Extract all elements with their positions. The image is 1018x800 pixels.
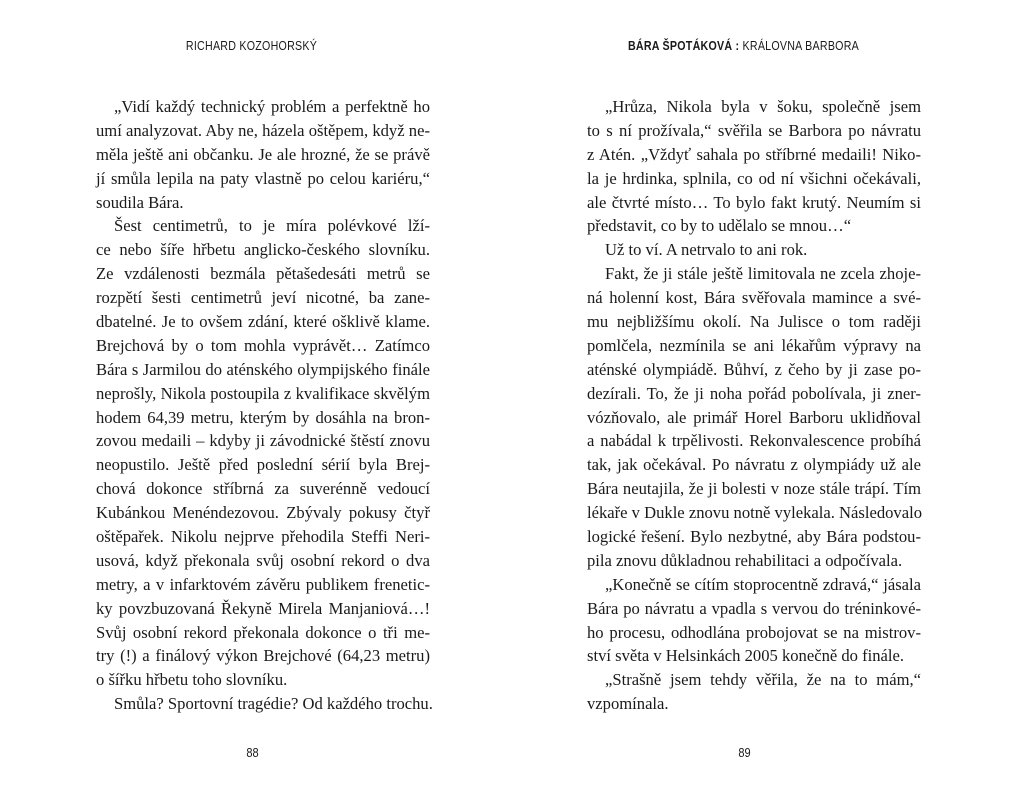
header-chapter-title: KRÁLOVNA BARBORA — [742, 38, 860, 53]
text-line: oštěpařek. Nikolu nejprve přehodila Steffi Neri- — [96, 527, 430, 547]
text-line: chová dokonce stříbrná za suverénně vedoucí — [96, 479, 430, 499]
text-line: Bára s Jarmilou do aténského olympijského finále — [96, 359, 430, 379]
text-line: neprošly, Nikola postoupila z kvalifikace skvělým — [96, 383, 430, 403]
text-line: tak, jak očekával. Po návratu z olympiády už ale — [587, 455, 921, 475]
text-line: usová, když překonala svůj osobní rekord o dva — [96, 550, 430, 570]
text-line: rozpětí šesti centimetrů jeví nicotné, ba zane- — [96, 288, 430, 308]
text-line: ky povzbuzovaná Řekyně Mirela Manjaniová…! — [96, 598, 430, 618]
text-line: jí smůla lepila na paty vlastně po celou kariéru,“ — [96, 168, 430, 188]
text-line: vzpomínala. — [587, 694, 669, 714]
text-line: to s ní prožívala,“ svěřila se Barbora po návratu — [587, 120, 921, 140]
page-number: 89 — [738, 745, 751, 760]
text-line: mu nejbližšímu okolí. Na Julisce o tom raději — [587, 312, 921, 332]
page-body-text — [587, 95, 921, 716]
text-line: pomlčela, nezmínila se ani lékařům výpravy na — [587, 335, 921, 355]
page-body-text — [96, 95, 433, 716]
text-line: logické řešení. Bylo nezbytné, aby Bára podstou- — [587, 527, 921, 547]
right-page — [509, 0, 1018, 800]
text-line: vózňovalo, ale primář Horel Barboru uklidňoval — [587, 407, 921, 427]
text-line: z Atén. „Vždyť sahala po stříbrné medaili! Niko- — [587, 144, 921, 164]
text-line: zovou medaili – kdyby ji závodnické štěstí znovu — [96, 431, 430, 451]
text-line: Už to ví. A netrvalo to ani rok. — [605, 240, 808, 260]
text-line: soudila Bára. — [96, 192, 184, 212]
text-line: „Konečně se cítím stoprocentně zdravá,“ jásala — [605, 574, 921, 594]
text-line: Kubánkou Menéndezovou. Zbývaly pokusy čtyř — [96, 503, 430, 523]
text-line: dbatelné. Je to ovšem zdání, které ošklivě klame. — [96, 312, 430, 332]
page-number: 88 — [246, 745, 259, 760]
text-line: představit, co by to udělalo se mnou…“ — [587, 216, 852, 236]
text-line: ná holenní kost, Bára svěřovala mamince a své- — [587, 288, 921, 308]
text-line: try (!) a finálový výkon Brejchové (64,23 metru) — [96, 646, 430, 666]
text-line: lékaře v Dukle znovu notně vylekala. Následovalo — [587, 503, 922, 523]
running-header-author: RICHARD KOZOHORSKÝ — [185, 38, 318, 53]
text-line: pila znovu důkladnou rehabilitaci a odpočívala. — [587, 550, 903, 570]
text-line: Smůla? Sportovní tragédie? Od každého trochu. — [114, 694, 433, 714]
text-line: Brejchová by o tom mohla vyprávět… Zatímco — [96, 335, 430, 355]
text-line: ství světa v Helsinkách 2005 konečně do finále. — [587, 646, 905, 666]
text-line: měla ještě ani občanku. Je ale hrozné, že se právě — [96, 144, 430, 164]
text-line: dezírali. To, že ji noha pořád pobolívala, ji zner- — [587, 383, 921, 403]
text-line: Fakt, že ji stále ještě limitovala ne zcela zhoje- — [605, 264, 921, 284]
text-line: ce nebo šíře hřbetu anglicko-českého slovníku. — [96, 240, 430, 260]
text-line: Šest centimetrů, to je míra polévkové lží- — [114, 216, 430, 236]
text-line: ho procesu, odhodlána probojovat se na mistrov- — [587, 622, 921, 642]
text-line: „Hrůza, Nikola byla v šoku, společně jsem — [605, 97, 921, 116]
text-line: Ze vzdálenosti bezmála pětašedesáti metrů se — [96, 264, 430, 284]
text-line: aténské olympiádě. Bůhví, z čeho by ji zase po- — [587, 359, 921, 379]
text-line: a nabádal k trpělivosti. Rekonvalescence probíhá — [587, 431, 921, 451]
text-line: neopustilo. Ještě před poslední sérií byla Brej- — [96, 455, 430, 475]
header-book-title: BÁRA ŠPOTÁKOVÁ : — [627, 38, 740, 53]
text-line: metry, a v infarktovém závěru publikem frenetic- — [96, 574, 430, 594]
running-header-title — [535, 38, 952, 53]
text-line: umí analyzovat. Aby ne, házela oštěpem, když ne- — [96, 120, 430, 140]
text-line: „Strašně jsem tehdy věřila, že na to mám,“ — [605, 670, 921, 690]
text-line: Bára po návratu a vpadla s vervou do tréninkové- — [587, 598, 921, 618]
text-line: hodem 64,39 metru, kterým by dosáhla na bron- — [96, 407, 430, 427]
text-line: la je hrdinka, splnila, co od ní všichni očekávali, — [587, 168, 921, 188]
text-line: ale čtvrté místo… To bylo fakt krutý. Neumím si — [587, 192, 921, 212]
text-line: o šířku hřbetu toho slovníku. — [96, 670, 288, 690]
text-line: „Vidí každý technický problém a perfektně ho — [114, 97, 430, 116]
text-line: Bára neutajila, že ji bolesti v noze stále trápí. Tím — [587, 479, 921, 499]
text-line: Svůj osobní rekord překonala dokonce o tři me- — [96, 622, 430, 642]
